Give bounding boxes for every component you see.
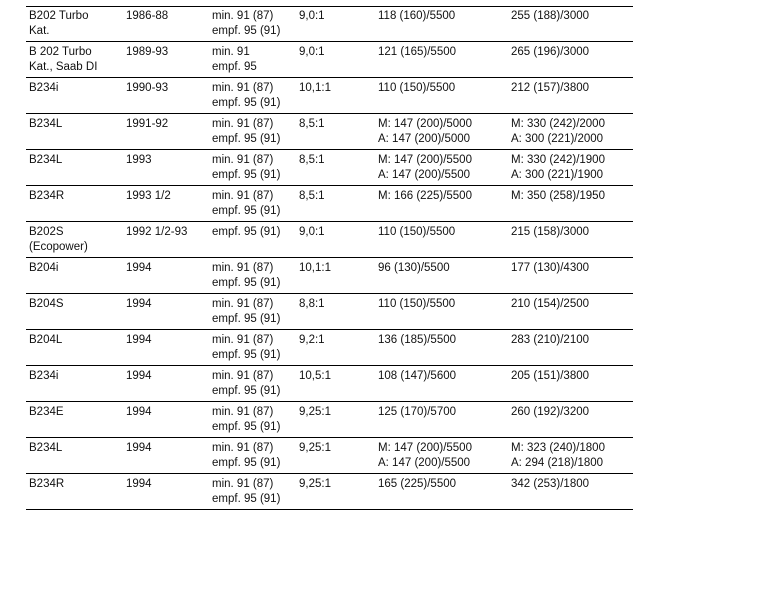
table-row bbox=[26, 114, 633, 150]
table-row bbox=[26, 474, 633, 510]
fuel-cell bbox=[212, 81, 280, 111]
engine-cell bbox=[29, 297, 64, 312]
year-cell-line: 1994 bbox=[126, 298, 152, 310]
power-cell bbox=[378, 117, 472, 147]
engine-cell-line: (Ecopower) bbox=[29, 241, 88, 253]
engine-cell bbox=[29, 441, 62, 456]
table-row bbox=[26, 42, 633, 78]
year-cell bbox=[126, 405, 152, 420]
year-cell-line: 1992 1/2-93 bbox=[126, 226, 188, 238]
compression-cell-line: 8,5:1 bbox=[299, 118, 325, 130]
compression-cell bbox=[299, 441, 331, 456]
fuel-cell-line: min. 91 bbox=[212, 46, 250, 58]
year-cell bbox=[126, 189, 171, 204]
power-cell bbox=[378, 333, 456, 348]
table-row bbox=[26, 402, 633, 438]
torque-cell-line: 210 (154)/2500 bbox=[511, 298, 590, 310]
fuel-cell-line: empf. 95 (91) bbox=[212, 277, 281, 289]
torque-cell bbox=[511, 261, 589, 276]
year-cell bbox=[126, 441, 152, 456]
fuel-cell-line: empf. 95 (91) bbox=[212, 385, 281, 397]
power-cell-line: M: 147 (200)/5500 bbox=[378, 442, 472, 454]
engine-cell bbox=[29, 405, 64, 420]
torque-cell bbox=[511, 441, 605, 471]
compression-cell-line: 9,0:1 bbox=[299, 10, 325, 22]
engine-cell bbox=[29, 45, 97, 75]
fuel-cell-line: empf. 95 (91) bbox=[212, 313, 281, 325]
compression-cell-line: 9,25:1 bbox=[299, 478, 331, 490]
fuel-cell-line: empf. 95 (91) bbox=[212, 421, 281, 433]
fuel-cell-line: empf. 95 (91) bbox=[212, 226, 281, 238]
engine-cell-line: B234i bbox=[29, 370, 59, 382]
compression-cell bbox=[299, 405, 331, 420]
fuel-cell bbox=[212, 117, 280, 147]
power-cell bbox=[378, 369, 456, 384]
engine-cell-line: B202S bbox=[29, 226, 64, 238]
fuel-cell-line: empf. 95 (91) bbox=[212, 457, 281, 469]
torque-cell bbox=[511, 189, 605, 204]
fuel-cell bbox=[212, 225, 280, 240]
compression-cell-line: 9,0:1 bbox=[299, 46, 325, 58]
compression-cell-line: 8,5:1 bbox=[299, 190, 325, 202]
torque-cell bbox=[511, 9, 589, 24]
fuel-cell bbox=[212, 369, 280, 399]
torque-cell bbox=[511, 153, 605, 183]
fuel-cell-line: min. 91 (87) bbox=[212, 442, 274, 454]
fuel-cell bbox=[212, 153, 280, 183]
power-cell-line: M: 147 (200)/5500 bbox=[378, 154, 472, 166]
torque-cell-line: 215 (158)/3000 bbox=[511, 226, 590, 238]
power-cell-line: 121 (165)/5500 bbox=[378, 46, 457, 58]
table-row bbox=[26, 438, 633, 474]
fuel-cell-line: empf. 95 (91) bbox=[212, 349, 281, 361]
compression-cell bbox=[299, 153, 325, 168]
year-cell bbox=[126, 477, 152, 492]
fuel-cell bbox=[212, 189, 280, 219]
torque-cell bbox=[511, 369, 589, 384]
compression-cell bbox=[299, 333, 325, 348]
power-cell-line: 136 (185)/5500 bbox=[378, 334, 457, 346]
power-cell-line: 108 (147)/5600 bbox=[378, 370, 457, 382]
engine-cell bbox=[29, 117, 62, 132]
fuel-cell-line: min. 91 (87) bbox=[212, 262, 274, 274]
compression-cell-line: 9,2:1 bbox=[299, 334, 325, 346]
power-cell-line: 96 (130)/5500 bbox=[378, 262, 450, 274]
year-cell bbox=[126, 153, 152, 168]
fuel-cell bbox=[212, 477, 280, 507]
torque-cell-line: A: 300 (221)/1900 bbox=[511, 169, 604, 181]
fuel-cell-line: min. 91 (87) bbox=[212, 10, 274, 22]
year-cell-line: 1986-88 bbox=[126, 10, 169, 22]
engine-cell-line: B204L bbox=[29, 334, 63, 346]
compression-cell-line: 9,25:1 bbox=[299, 406, 331, 418]
power-cell-line: A: 147 (200)/5500 bbox=[378, 457, 471, 469]
year-cell bbox=[126, 117, 168, 132]
fuel-cell bbox=[212, 297, 280, 327]
power-cell-line: 110 (150)/5500 bbox=[378, 82, 456, 94]
engine-cell-line: B234L bbox=[29, 442, 63, 454]
fuel-cell-line: empf. 95 (91) bbox=[212, 97, 281, 109]
engine-cell-line: Kat. bbox=[29, 25, 50, 37]
year-cell-line: 1993 bbox=[126, 154, 152, 166]
fuel-cell-line: min. 91 (87) bbox=[212, 406, 274, 418]
torque-cell-line: M: 330 (242)/1900 bbox=[511, 154, 605, 166]
power-cell bbox=[378, 81, 455, 96]
table-row bbox=[26, 258, 633, 294]
compression-cell-line: 9,25:1 bbox=[299, 442, 331, 454]
power-cell bbox=[378, 45, 456, 60]
fuel-cell-line: min. 91 (87) bbox=[212, 334, 274, 346]
power-cell bbox=[378, 405, 456, 420]
engine-cell bbox=[29, 369, 58, 384]
compression-cell bbox=[299, 369, 331, 384]
torque-cell-line: M: 350 (258)/1950 bbox=[511, 190, 605, 202]
year-cell bbox=[126, 81, 168, 96]
year-cell-line: 1994 bbox=[126, 262, 152, 274]
power-cell-line: 110 (150)/5500 bbox=[378, 298, 456, 310]
engine-cell bbox=[29, 333, 62, 348]
compression-cell bbox=[299, 297, 325, 312]
table-row bbox=[26, 6, 633, 42]
year-cell-line: 1994 bbox=[126, 406, 152, 418]
torque-cell bbox=[511, 297, 589, 312]
compression-cell-line: 8,5:1 bbox=[299, 154, 325, 166]
torque-cell-line: M: 330 (242)/2000 bbox=[511, 118, 605, 130]
year-cell-line: 1991-92 bbox=[126, 118, 169, 130]
engine-cell bbox=[29, 153, 62, 168]
table-row bbox=[26, 78, 633, 114]
engine-cell-line: B 202 Turbo bbox=[29, 46, 92, 58]
compression-cell bbox=[299, 45, 325, 60]
power-cell-line: 125 (170)/5700 bbox=[378, 406, 457, 418]
power-cell-line: 165 (225)/5500 bbox=[378, 478, 457, 490]
table-row bbox=[26, 294, 633, 330]
fuel-cell bbox=[212, 45, 257, 75]
engine-cell-line: B234i bbox=[29, 82, 59, 94]
torque-cell-line: 177 (130)/4300 bbox=[511, 262, 590, 274]
power-cell bbox=[378, 477, 456, 492]
fuel-cell-line: empf. 95 (91) bbox=[212, 133, 281, 145]
torque-cell-line: 205 (151)/3800 bbox=[511, 370, 590, 382]
power-cell-line: 110 (150)/5500 bbox=[378, 226, 456, 238]
engine-cell bbox=[29, 9, 88, 39]
table-row bbox=[26, 150, 633, 186]
torque-cell-line: 260 (192)/3200 bbox=[511, 406, 590, 418]
torque-cell-line: 265 (196)/3000 bbox=[511, 46, 590, 58]
power-cell-line: A: 147 (200)/5500 bbox=[378, 169, 471, 181]
compression-cell bbox=[299, 225, 325, 240]
engine-cell-line: B204S bbox=[29, 298, 64, 310]
compression-cell bbox=[299, 477, 331, 492]
torque-cell bbox=[511, 117, 605, 147]
year-cell-line: 1994 bbox=[126, 478, 152, 490]
fuel-cell-line: min. 91 (87) bbox=[212, 298, 274, 310]
torque-cell-line: M: 323 (240)/1800 bbox=[511, 442, 605, 454]
fuel-cell bbox=[212, 9, 280, 39]
fuel-cell-line: empf. 95 bbox=[212, 61, 257, 73]
power-cell bbox=[378, 189, 472, 204]
compression-cell-line: 10,5:1 bbox=[299, 370, 331, 382]
power-cell bbox=[378, 297, 455, 312]
year-cell bbox=[126, 225, 187, 240]
fuel-cell bbox=[212, 441, 280, 471]
power-cell bbox=[378, 261, 450, 276]
table-row bbox=[26, 222, 633, 258]
fuel-cell-line: empf. 95 (91) bbox=[212, 493, 281, 505]
year-cell bbox=[126, 9, 168, 24]
compression-cell bbox=[299, 117, 325, 132]
power-cell bbox=[378, 225, 455, 240]
compression-cell-line: 9,0:1 bbox=[299, 226, 325, 238]
compression-cell-line: 10,1:1 bbox=[299, 82, 331, 94]
engine-cell-line: B234L bbox=[29, 154, 63, 166]
power-cell bbox=[378, 153, 472, 183]
torque-cell bbox=[511, 81, 589, 96]
table-row bbox=[26, 186, 633, 222]
year-cell-line: 1994 bbox=[126, 334, 152, 346]
compression-cell-line: 8,8:1 bbox=[299, 298, 325, 310]
fuel-cell-line: min. 91 (87) bbox=[212, 154, 274, 166]
table-row bbox=[26, 366, 633, 402]
engine-cell bbox=[29, 225, 88, 255]
fuel-cell bbox=[212, 261, 280, 291]
engine-cell bbox=[29, 261, 58, 276]
compression-cell bbox=[299, 189, 325, 204]
torque-cell bbox=[511, 477, 589, 492]
fuel-cell-line: empf. 95 (91) bbox=[212, 169, 281, 181]
engine-cell bbox=[29, 81, 58, 96]
engine-cell-line: B234E bbox=[29, 406, 64, 418]
compression-cell-line: 10,1:1 bbox=[299, 262, 331, 274]
power-cell bbox=[378, 441, 472, 471]
torque-cell bbox=[511, 405, 589, 420]
year-cell bbox=[126, 297, 152, 312]
power-cell-line: 118 (160)/5500 bbox=[378, 10, 456, 22]
year-cell-line: 1993 1/2 bbox=[126, 190, 171, 202]
fuel-cell-line: empf. 95 (91) bbox=[212, 205, 281, 217]
torque-cell-line: A: 294 (218)/1800 bbox=[511, 457, 604, 469]
year-cell-line: 1989-93 bbox=[126, 46, 169, 58]
fuel-cell-line: min. 91 (87) bbox=[212, 370, 274, 382]
compression-cell bbox=[299, 9, 325, 24]
power-cell-line: M: 166 (225)/5500 bbox=[378, 190, 472, 202]
fuel-cell-line: min. 91 (87) bbox=[212, 82, 274, 94]
fuel-cell-line: min. 91 (87) bbox=[212, 118, 274, 130]
year-cell bbox=[126, 45, 168, 60]
table-row bbox=[26, 330, 633, 366]
engine-cell bbox=[29, 477, 64, 492]
torque-cell-line: 255 (188)/3000 bbox=[511, 10, 590, 22]
engine-cell-line: B204i bbox=[29, 262, 59, 274]
year-cell bbox=[126, 369, 152, 384]
torque-cell bbox=[511, 45, 589, 60]
engine-cell-line: B234L bbox=[29, 118, 63, 130]
engine-cell-line: B202 Turbo bbox=[29, 10, 89, 22]
torque-cell-line: 212 (157)/3800 bbox=[511, 82, 590, 94]
engine-cell bbox=[29, 189, 64, 204]
fuel-cell-line: min. 91 (87) bbox=[212, 190, 274, 202]
torque-cell bbox=[511, 225, 589, 240]
torque-cell-line: 283 (210)/2100 bbox=[511, 334, 590, 346]
power-cell-line: A: 147 (200)/5000 bbox=[378, 133, 471, 145]
power-cell bbox=[378, 9, 455, 24]
torque-cell-line: 342 (253)/1800 bbox=[511, 478, 590, 490]
fuel-cell-line: empf. 95 (91) bbox=[212, 25, 281, 37]
engine-cell-line: B234R bbox=[29, 478, 65, 490]
power-cell-line: M: 147 (200)/5000 bbox=[378, 118, 472, 130]
year-cell-line: 1994 bbox=[126, 442, 152, 454]
torque-cell bbox=[511, 333, 589, 348]
fuel-cell-line: min. 91 (87) bbox=[212, 478, 274, 490]
year-cell-line: 1990-93 bbox=[126, 82, 169, 94]
compression-cell bbox=[299, 261, 331, 276]
engine-cell-line: Kat., Saab DI bbox=[29, 61, 98, 73]
engine-cell-line: B234R bbox=[29, 190, 65, 202]
year-cell bbox=[126, 333, 152, 348]
compression-cell bbox=[299, 81, 331, 96]
year-cell-line: 1994 bbox=[126, 370, 152, 382]
fuel-cell bbox=[212, 405, 280, 435]
year-cell bbox=[126, 261, 152, 276]
fuel-cell bbox=[212, 333, 280, 363]
torque-cell-line: A: 300 (221)/2000 bbox=[511, 133, 604, 145]
